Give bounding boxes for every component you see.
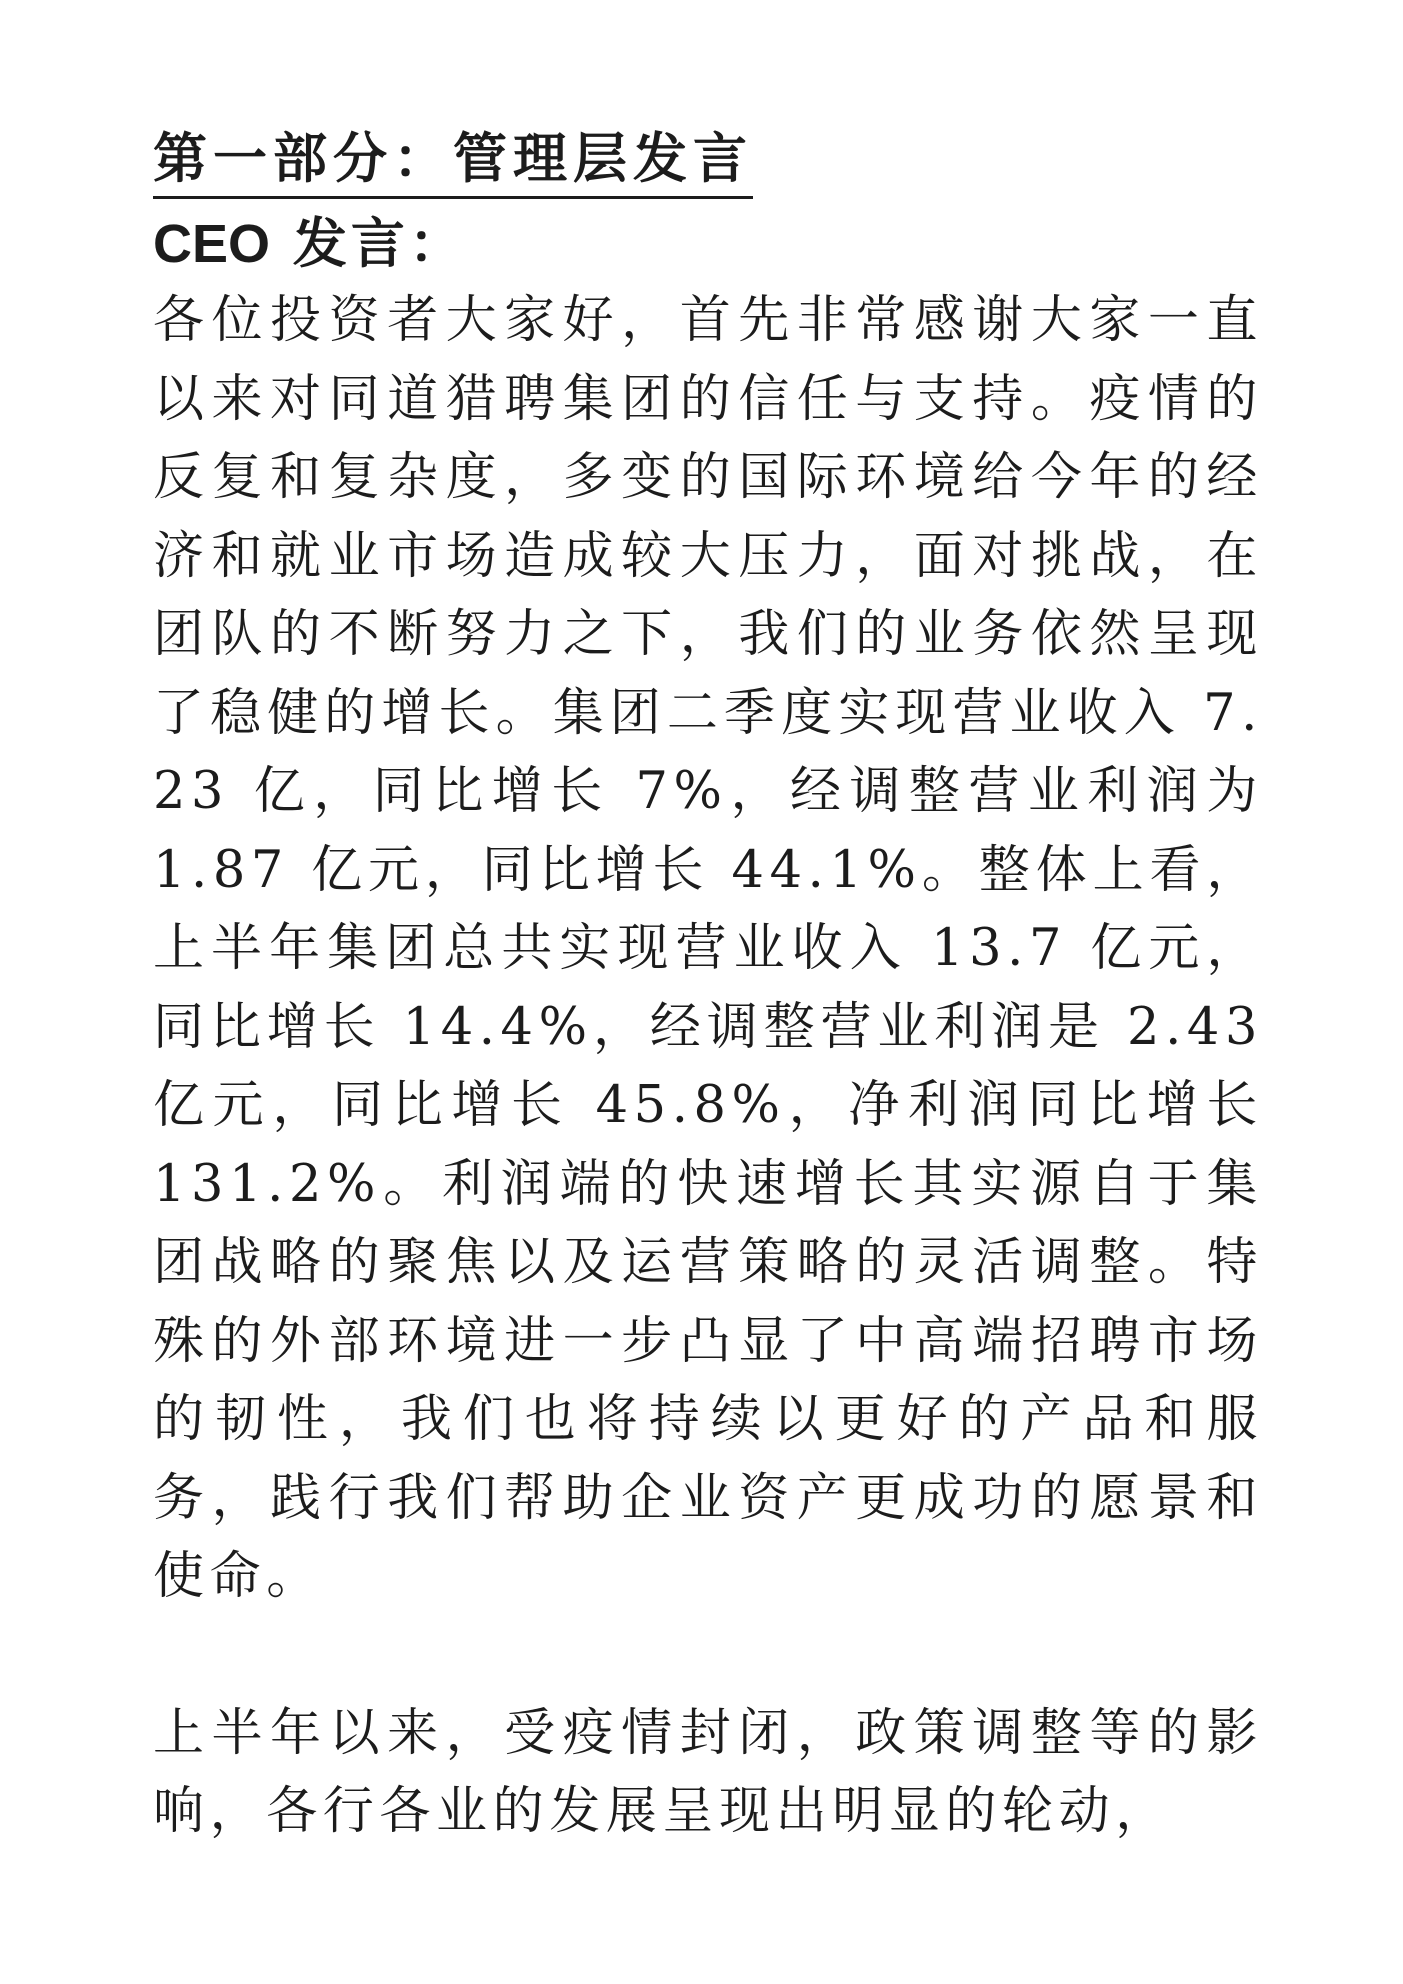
speaker-heading [153,205,1263,282]
speaker-suffix: 发言： [270,211,467,275]
speaker-name: CEO [153,214,271,274]
ceo-speech-paragraph-2: 上半年以来，受疫情封闭，政策调整等的影响，各行各业的发展呈现出明显的轮动， [153,1703,1263,1841]
section-title: 第一部分：管理层发言 [153,120,753,199]
ceo-speech-paragraph-1: 各位投资者大家好，首先非常感谢大家一直以来对同道猎聘集团的信任与支持。疫情的反复和复杂度，多变的国际环境给今年的经济和就业市场造成较大压力，面对挑战，在团队的不断努力之下，我们的业务依然呈现了稳健的增长。集团二季度实现营业收入 7.23 亿，同比增长 7%，经调整营业利润为 1.87 亿元，同比增长 44.1%。整体上看，上半年集团总共实现营业收入 13.7 亿元，同比增长 14.4%，经调整营业利润是 2.43 亿元，同比增长 45.8%，净利润同比增长 131.2%。利润端的快速增长其实源自于集团战略的聚焦以及运营策略的灵活调整。特殊的外部环境进一步凸显了中高端招聘市场的韧性，我们也将持续以更好的产品和服务，践行我们帮助企业资产更成功的愿景和使命。 [153,291,1263,1606]
document-body [153,120,1263,1852]
